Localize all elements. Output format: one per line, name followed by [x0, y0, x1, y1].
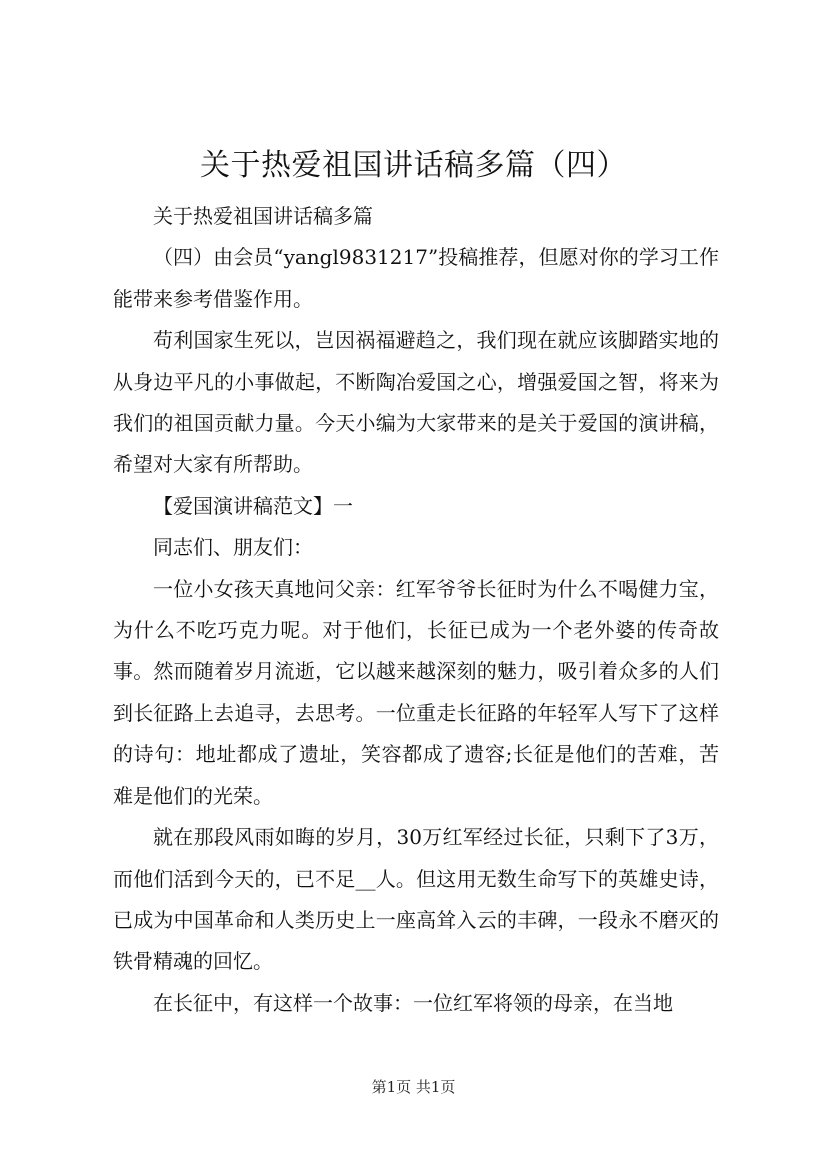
paragraph: 在长征中，有这样一个故事：一位红军将领的母亲，在当地: [153, 990, 673, 1015]
page-number-footer: [0, 1077, 827, 1097]
paragraph: 一位小女孩天真地问父亲：红军爷爷长征时为什么不喝健力宝，为什么不吃巧克力呢。对于他们，长征已成为一个老外婆的传奇故事。然而随着岁月流逝，它以越来越深刻的魅力，吸引着众多的人们到长征路上去追寻，去思考。一位重走长征路的年轻军人写下了这样的诗句：地址都成了遗址，笑容都成了遗容;长征是他们的苦难，苦难是他们的光荣。: [113, 576, 719, 808]
paragraph: 关于热爱祖国讲话稿多篇: [153, 204, 373, 228]
paragraph: 同志们、朋友们：: [153, 535, 313, 560]
paragraph: 苟利国家生死以，岂因祸福避趋之，我们现在就应该脚踏实地的从身边平凡的小事做起，不断陶冶爱国之心，增强爱国之智，将来为我们的祖国贡献力量。今天小编为大家带来的是关于爱国的演讲稿，希望对大家有所帮助。: [113, 328, 719, 477]
paragraph: （四）由会员“yangl9831217”投稿推荐，但愿对你的学习工作能带来参考借鉴作用。: [113, 245, 719, 311]
document-body: [113, 196, 719, 1024]
page-label: 第1页 共1页: [371, 1078, 456, 1096]
paragraph: 就在那段风雨如晦的岁月，30万红军经过长征，只剩下了3万，而他们活到今天的，已不足__人。但这用无数生命写下的英雄史诗，已成为中国革命和人类历史上一座高耸入云的丰碑，一段永不磨灭的铁骨精魂的回忆。: [113, 825, 719, 974]
paragraph: 【爱国演讲稿范文】一: [153, 493, 353, 518]
document-title: 关于热爱祖国讲话稿多篇（四）: [200, 148, 627, 183]
